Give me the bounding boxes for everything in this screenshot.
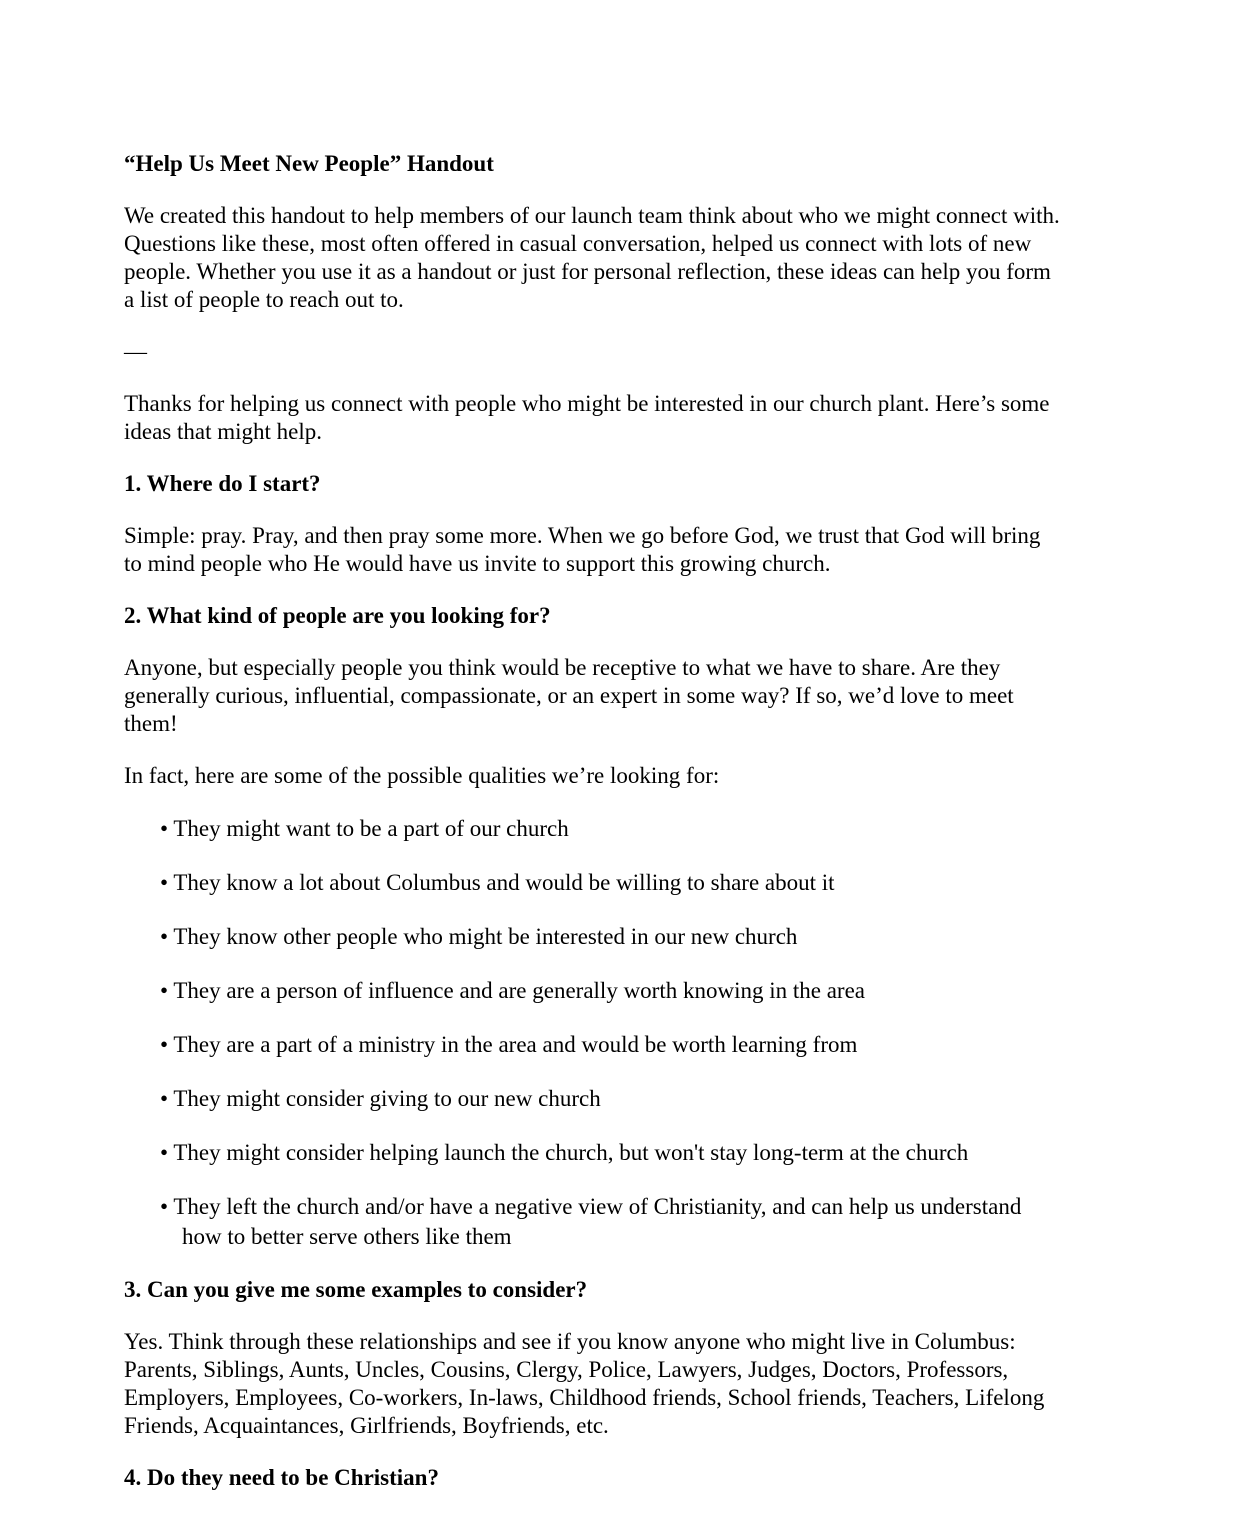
section-heading-2: 2. What kind of people are you looking for? bbox=[124, 603, 551, 628]
list-item-text: • They know other people who might be interested in our new church bbox=[160, 924, 798, 949]
list-item-text: • They might consider giving to our new church bbox=[160, 1086, 601, 1111]
list-item bbox=[160, 868, 1064, 898]
section-body-1: Simple: pray. Pray, and then pray some more. When we go before God, we trust that God will bring to mind people who He would have us invite to support this growing church. bbox=[124, 523, 1041, 576]
list-item bbox=[160, 1084, 1064, 1114]
list-item-text: • They left the church and/or have a negative view of Christianity, and can help us understand bbox=[160, 1194, 1022, 1219]
section-heading-4: 4. Do they need to be Christian? bbox=[124, 1465, 439, 1490]
document-page bbox=[124, 150, 1064, 1516]
section-heading-1: 1. Where do I start? bbox=[124, 471, 321, 496]
list-item bbox=[160, 1138, 1064, 1168]
list-item bbox=[160, 814, 1064, 844]
list-item bbox=[160, 1192, 1064, 1252]
list-item-text: • They know a lot about Columbus and would be willing to share about it bbox=[160, 870, 835, 895]
list-item-text: • They are a part of a ministry in the area and would be worth learning from bbox=[160, 1032, 858, 1057]
list-item-continuation: how to better serve others like them bbox=[182, 1224, 512, 1249]
section-divider: — bbox=[124, 339, 147, 364]
list-item bbox=[160, 1030, 1064, 1060]
qualities-intro: In fact, here are some of the possible qualities we’re looking for: bbox=[124, 763, 720, 788]
document-title: “Help Us Meet New People” Handout bbox=[124, 151, 494, 176]
section-body-2: Anyone, but especially people you think would be receptive to what we have to share. Are they generally curious, influential, compassionate, or an expert in some way? If so, we’d love to meet them! bbox=[124, 655, 1014, 736]
list-item bbox=[160, 976, 1064, 1006]
list-item-text: • They might want to be a part of our church bbox=[160, 816, 569, 841]
intro-paragraph: We created this handout to help members of our launch team think about who we might connect with. Questions like these, most often offered in casual conversation, helped us connect with lots of new people. Whether you use it as a handout or just for personal reflection, these ideas can help you form a list of people to reach out to. bbox=[124, 203, 1060, 312]
section-body-3: Yes. Think through these relationships and see if you know anyone who might live in Columbus: Parents, Siblings, Aunts, Uncles, Cousins, Clergy, Police, Lawyers, Judges, Doctors, Professors, Employers, Employees, Co-workers, In-laws, Childhood friends, School friends, Teachers, Lifelong Friends, Acquaintances, Girlfriends, Boyfriends, etc. bbox=[124, 1329, 1045, 1438]
thanks-paragraph: Thanks for helping us connect with people who might be interested in our church plant. Here’s some ideas that might help. bbox=[124, 391, 1050, 444]
qualities-list bbox=[124, 814, 1064, 1252]
section-heading-3: 3. Can you give me some examples to consider? bbox=[124, 1277, 588, 1302]
list-item-text: • They are a person of influence and are generally worth knowing in the area bbox=[160, 978, 866, 1003]
list-item-text: • They might consider helping launch the church, but won't stay long-term at the church bbox=[160, 1140, 969, 1165]
list-item bbox=[160, 922, 1064, 952]
